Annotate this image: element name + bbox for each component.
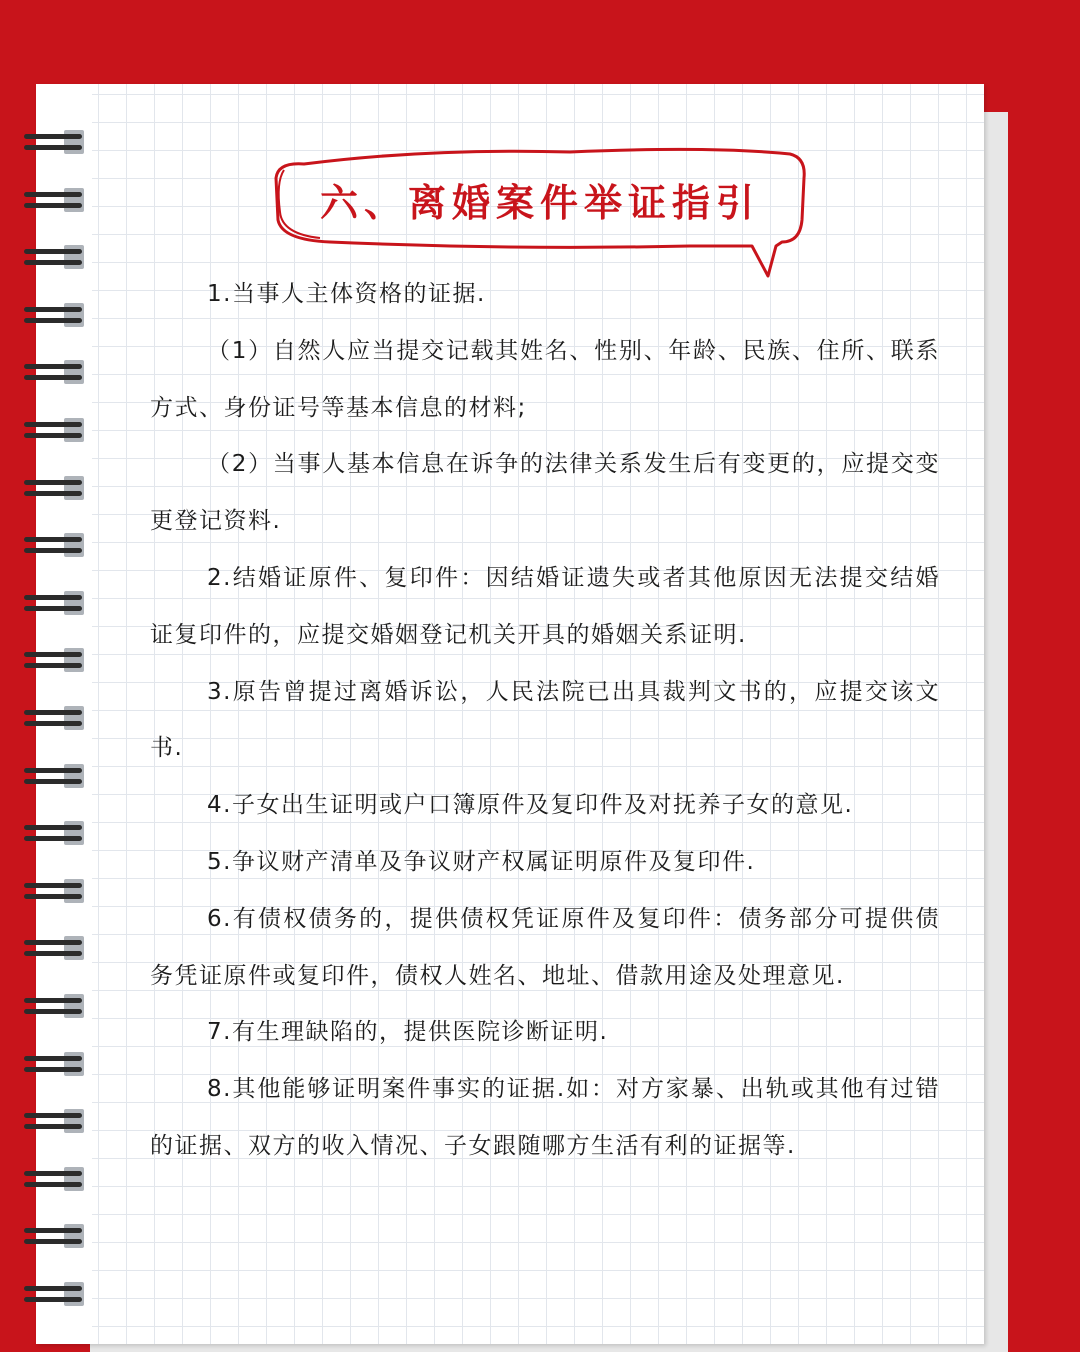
spiral-ring <box>20 1050 90 1078</box>
paragraph: 2.结婚证原件、复印件：因结婚证遗失或者其他原因无法提交结婚证复印件的，应提交婚姻登记机关开具的婚姻关系证明. <box>150 564 940 648</box>
spiral-ring <box>20 1222 90 1250</box>
spiral-ring <box>20 474 90 502</box>
paragraph: 5.争议财产清单及争议财产权属证明原件及复印件. <box>207 848 756 875</box>
spiral-ring <box>20 186 90 214</box>
paragraph: 6.有债权债务的，提供债权凭证原件及复印件：债务部分可提供债务凭证原件或复印件，债权人姓名、地址、借款用途及处理意见. <box>150 905 940 989</box>
spiral-ring <box>20 416 90 444</box>
spiral-ring <box>20 934 90 962</box>
spiral-ring <box>20 1107 90 1135</box>
paragraph: （2）当事人基本信息在诉争的法律关系发生后有变更的，应提交变更登记资料. <box>150 451 940 535</box>
spiral-ring <box>20 301 90 329</box>
spiral-ring <box>20 1280 90 1308</box>
spiral-ring <box>20 243 90 271</box>
paragraph: 3.原告曾提过离婚诉讼，人民法院已出具裁判文书的，应提交该文书. <box>150 678 940 762</box>
spiral-ring <box>20 762 90 790</box>
paragraph: 1.当事人主体资格的证据. <box>207 281 486 307</box>
spiral-ring <box>20 646 90 674</box>
evidence-guide-text <box>150 266 940 1175</box>
spiral-ring <box>20 704 90 732</box>
spiral-ring <box>20 358 90 386</box>
spiral-ring <box>20 531 90 559</box>
spiral-ring <box>20 589 90 617</box>
page-title: 六、离婚案件举证指引 <box>319 180 760 225</box>
spiral-ring <box>20 128 90 156</box>
paragraph: 7.有生理缺陷的，提供医院诊断证明. <box>207 1019 609 1046</box>
spiral-ring <box>20 992 90 1020</box>
spiral-binding <box>20 128 90 1328</box>
spiral-ring <box>20 819 90 847</box>
paragraph: 4.子女出生证明或户口簿原件及复印件及对抚养子女的意见. <box>207 792 854 819</box>
paragraph: （1）自然人应当提交记载其姓名、性别、年龄、民族、住所、联系方式、身份证号等基本信息的材料; <box>150 337 940 421</box>
spiral-ring <box>20 1165 90 1193</box>
title-speech-bubble <box>270 142 810 280</box>
paragraph: 8.其他能够证明案件事实的证据.如：对方家暴、出轨或其他有过错的证据、双方的收入情况、子女跟随哪方生活有利的证据等. <box>150 1076 940 1159</box>
spiral-ring <box>20 877 90 905</box>
